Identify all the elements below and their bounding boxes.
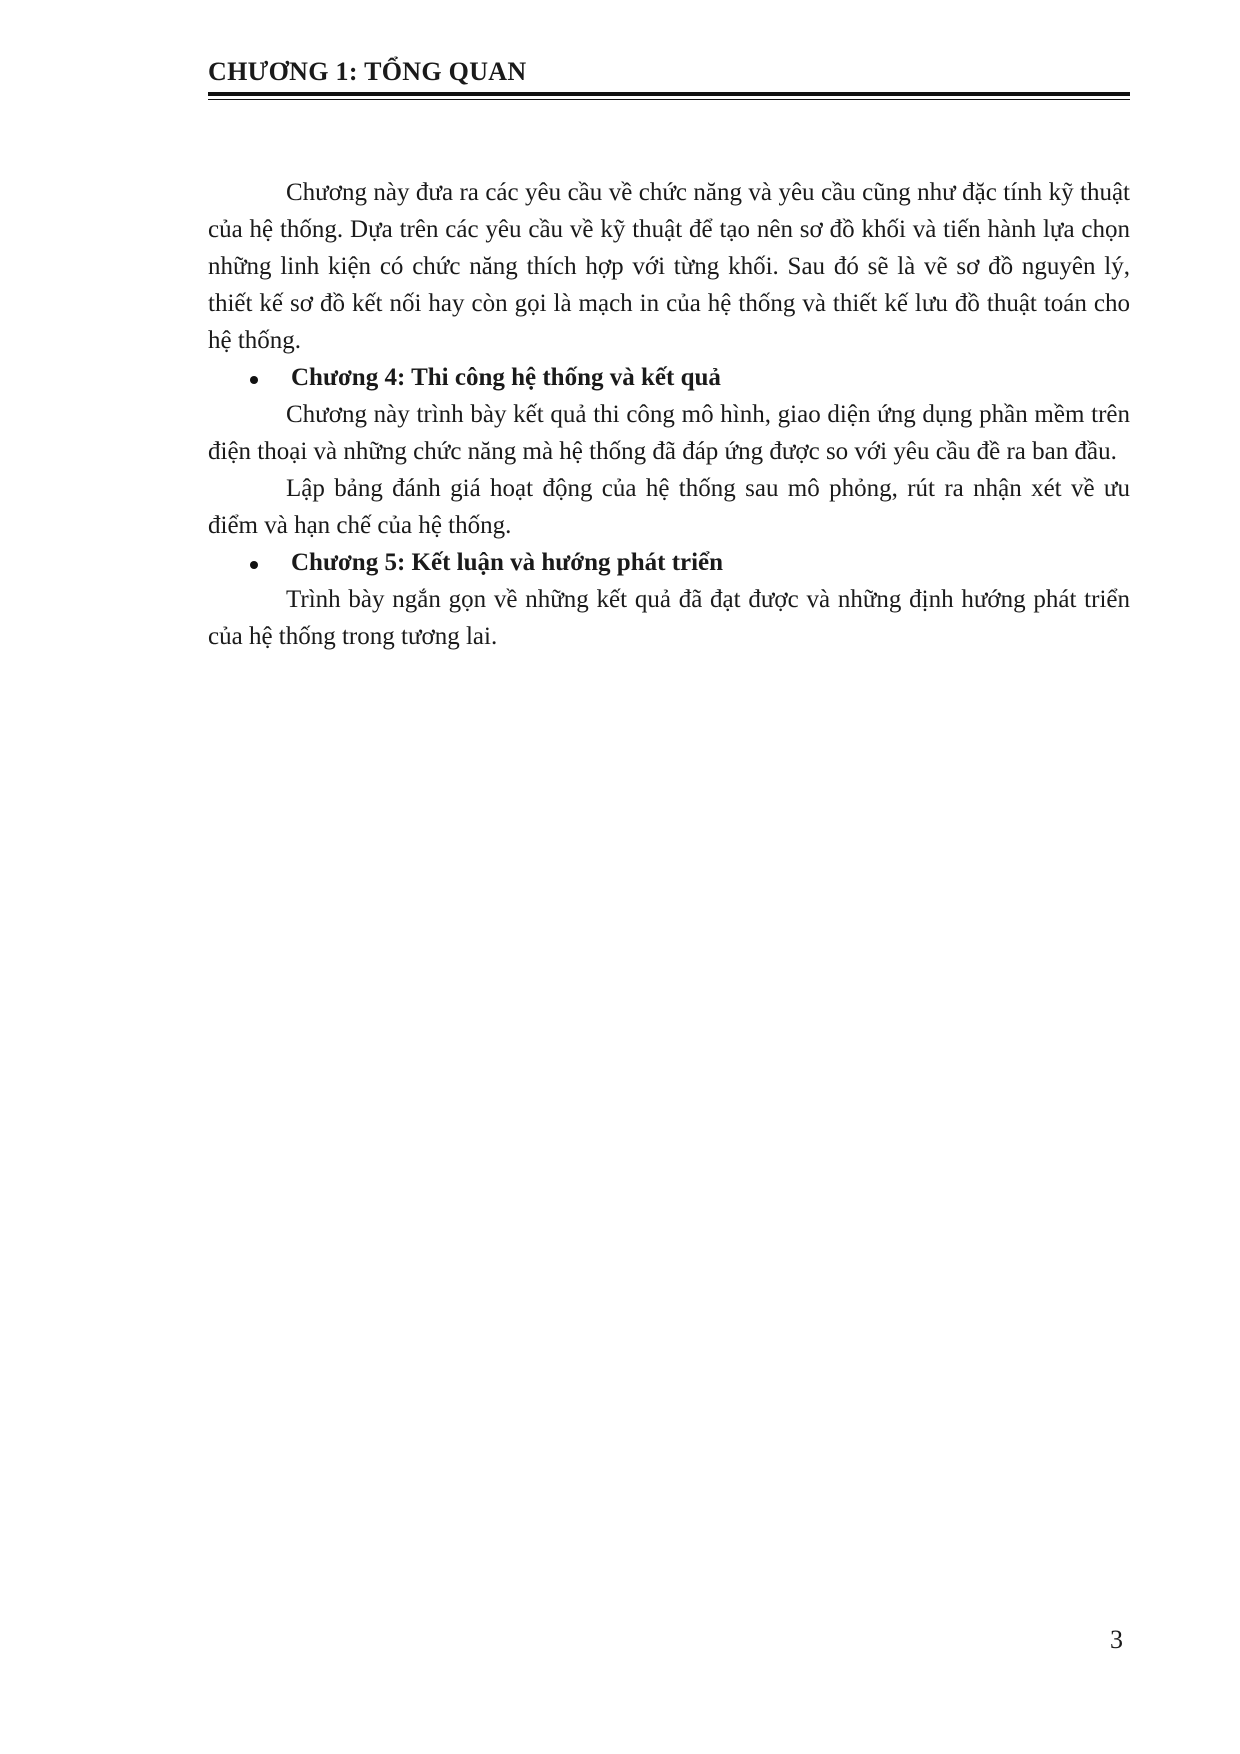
- body-content: [208, 174, 1130, 655]
- page-number: 3: [1110, 1625, 1123, 1654]
- bullet-icon: [250, 376, 258, 384]
- paragraph-chapter-4-evaluation: Lập bảng đánh giá hoạt động của hệ thống sau mô phỏng, rút ra nhận xét về ưu điểm và hạn chế của hệ thống.: [208, 475, 1130, 539]
- paragraph-chapter-5-description: Trình bày ngắn gọn về những kết quả đã đạt được và những định hướng phát triển của hệ thống trong tương lai.: [208, 586, 1130, 650]
- chapter-5-bullet: [208, 544, 1130, 581]
- bullet-icon: [250, 561, 258, 569]
- chapter-title: CHƯƠNG 1: TỔNG QUAN: [208, 57, 527, 86]
- paragraph-chapter-3-description: Chương này đưa ra các yêu cầu về chức năng và yêu cầu cũng như đặc tính kỹ thuật của hệ thống. Dựa trên các yêu cầu về kỹ thuật để tạo nên sơ đồ khối và tiến hành lựa chọn những linh kiện có chức năng thích hợp với từng khối. Sau đó sẽ là vẽ sơ đồ nguyên lý, thiết kế sơ đồ kết nối hay còn gọi là mạch in của hệ thống và thiết kế lưu đồ thuật toán cho hệ thống.: [208, 179, 1130, 354]
- header-divider: [208, 92, 1130, 100]
- chapter-4-bullet: [208, 359, 1130, 396]
- page-header: [208, 54, 1130, 100]
- chapter-4-heading: Chương 4: Thi công hệ thống và kết quả: [291, 364, 721, 391]
- chapter-5-heading: Chương 5: Kết luận và hướng phát triển: [291, 549, 724, 576]
- paragraph-chapter-4-description: Chương này trình bày kết quả thi công mô hình, giao diện ứng dụng phần mềm trên điện thoại và những chức năng mà hệ thống đã đáp ứng được so với yêu cầu đề ra ban đầu.: [208, 401, 1130, 465]
